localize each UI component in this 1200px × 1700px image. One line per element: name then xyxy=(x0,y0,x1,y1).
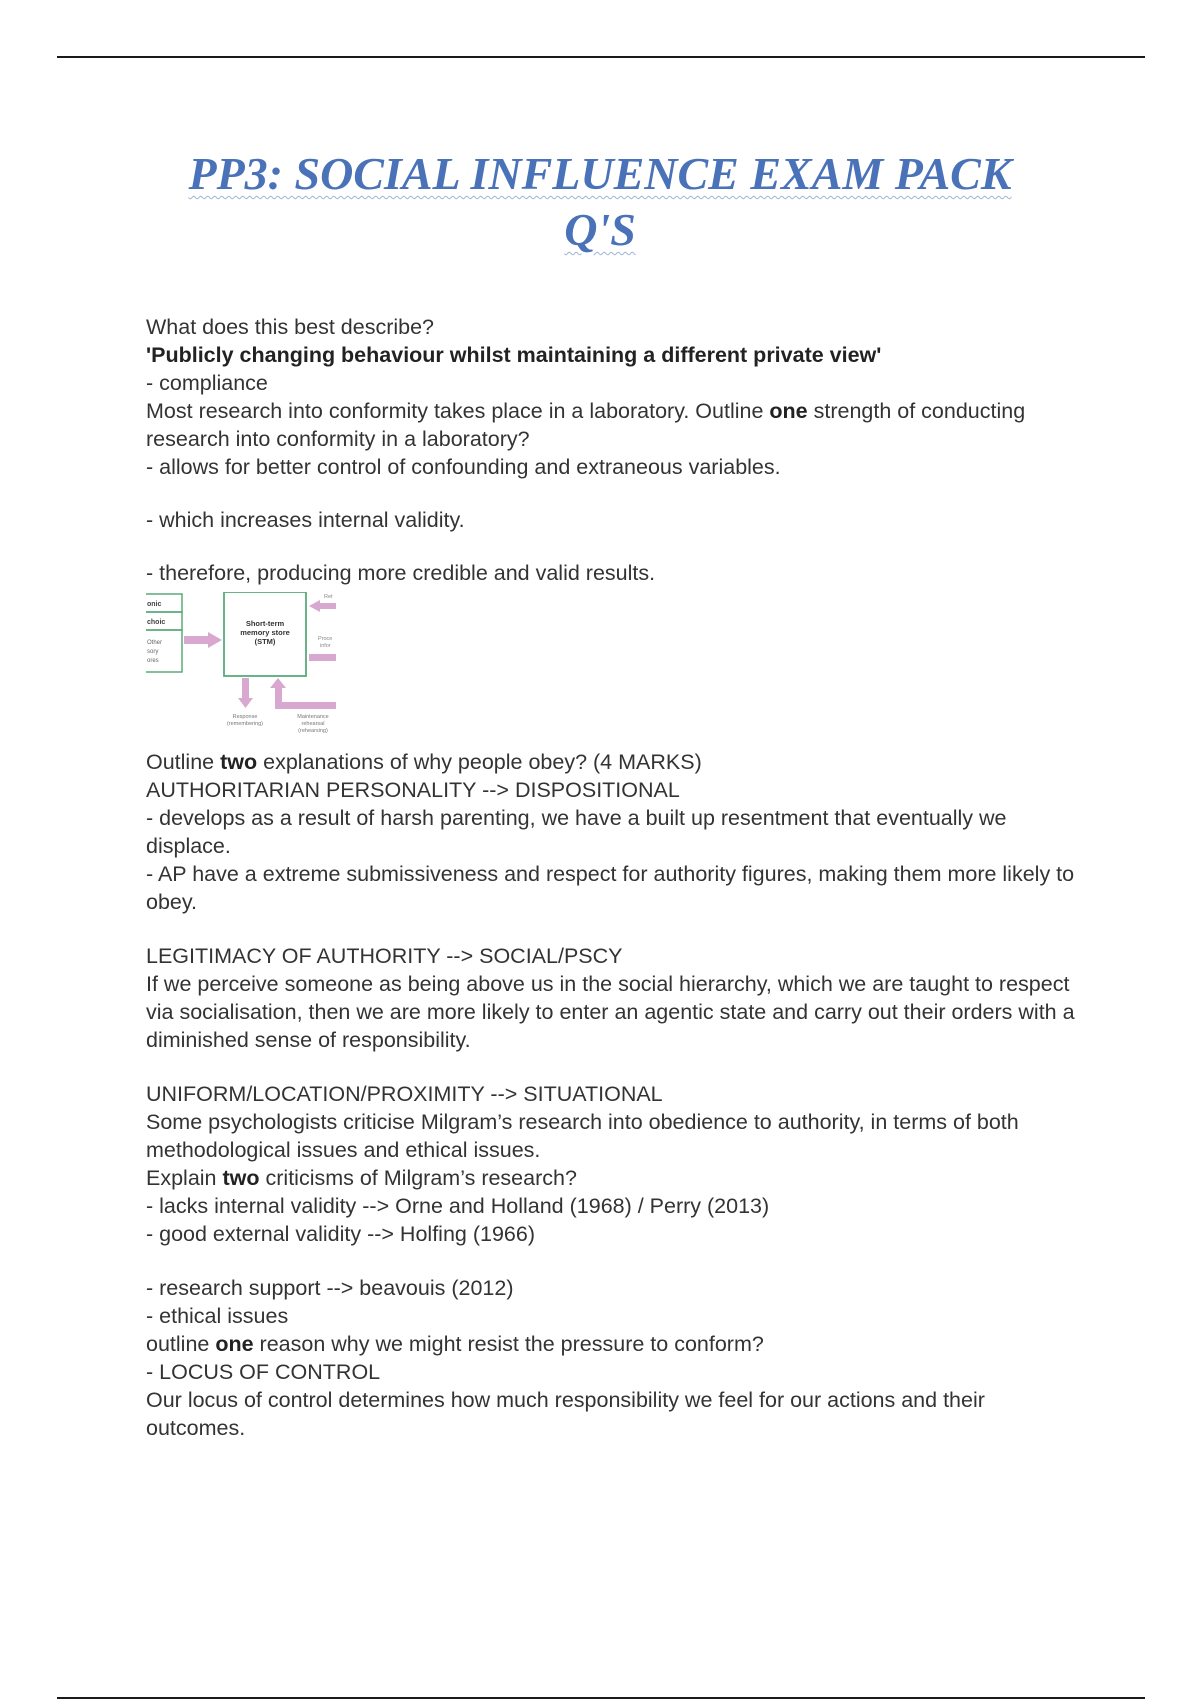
svg-text:Response: Response xyxy=(232,714,258,720)
q3-question: Outline two explanations of why people obey? (4 MARKS) xyxy=(146,750,702,774)
svg-text:Short-term: Short-term xyxy=(245,619,285,628)
q4-answer-2: - good external validity --> Holfing (1966) xyxy=(146,1222,535,1246)
q3-heading-authoritarian: AUTHORITARIAN PERSONALITY --> DISPOSITIONAL xyxy=(146,778,680,802)
q2-answer-2: - which increases internal validity. xyxy=(146,508,465,532)
arrow-response xyxy=(242,678,249,698)
arrow-retrieval xyxy=(309,600,336,612)
title-line-2: Q'S xyxy=(564,204,636,255)
svg-text:infor: infor xyxy=(320,643,331,649)
arrow-rehearsal xyxy=(270,678,286,688)
q3-point-3: If we perceive someone as being above us in the social hierarchy, which we are taught to respect via socialisation, then we are more likely to enter an agentic state and carry out their orders with a diminished sense of responsibility. xyxy=(146,972,1075,1052)
q4-answer-4: - ethical issues xyxy=(146,1304,289,1328)
document-body xyxy=(146,313,1086,1442)
svg-text:(STM): (STM) xyxy=(254,637,276,646)
q1-question: What does this best describe? xyxy=(146,315,435,339)
title-line-1: PP3: SOCIAL INFLUENCE EXAM PACK xyxy=(188,148,1012,199)
q3-point-2: - AP have a extreme submissiveness and respect for authority figures, making them more likely to obey. xyxy=(146,862,1075,914)
q5-answer-1: - LOCUS OF CONTROL xyxy=(146,1360,381,1384)
svg-text:sory: sory xyxy=(147,649,159,655)
svg-text:Maintenance: Maintenance xyxy=(297,714,329,720)
svg-text:memory store: memory store xyxy=(240,628,290,637)
svg-text:rehearsal: rehearsal xyxy=(301,721,325,727)
q3-heading-uniform: UNIFORM/LOCATION/PROXIMITY --> SITUATIONAL xyxy=(146,1082,663,1106)
header-rule xyxy=(57,56,1145,58)
svg-text:Ret: Ret xyxy=(324,594,333,600)
q1-quote: 'Publicly changing behaviour whilst maintaining a different private view' xyxy=(146,343,882,367)
svg-text:ores: ores xyxy=(147,658,159,664)
q2-question: Most research into conformity takes place in a laboratory. Outline one strength of conducting research into conformity in a laboratory? xyxy=(146,399,1026,451)
q2-answer-3: - therefore, producing more credible and valid results. xyxy=(146,561,656,585)
q3-point-1: - develops as a result of harsh parenting, we have a built up resentment that eventually we displace. xyxy=(146,806,1007,858)
q5-question: outline one reason why we might resist the pressure to conform? xyxy=(146,1332,764,1356)
svg-text:(remembering): (remembering) xyxy=(226,721,264,727)
q2-answer-1: - allows for better control of confounding and extraneous variables. xyxy=(146,455,781,479)
footer-rule xyxy=(57,1697,1145,1699)
q4-intro: Some psychologists criticise Milgram’s research into obedience to authority, in terms of both methodological issues and ethical issues. xyxy=(146,1110,1019,1162)
q3-heading-legitimacy: LEGITIMACY OF AUTHORITY --> SOCIAL/PSCY xyxy=(146,944,623,968)
svg-text:choic: choic xyxy=(147,619,166,626)
memory-model-diagram xyxy=(146,592,336,744)
q4-answer-1: - lacks internal validity --> Orne and Holland (1968) / Perry (2013) xyxy=(146,1194,770,1218)
page-title xyxy=(100,146,1100,258)
svg-text:Other: Other xyxy=(147,640,163,646)
q5-answer-2: Our locus of control determines how much responsibility we feel for our actions and their outcomes. xyxy=(146,1388,985,1440)
q4-question: Explain two criticisms of Milgram’s research? xyxy=(146,1166,577,1190)
arrow-to-stm xyxy=(184,636,208,644)
q4-answer-3: - research support --> beavouis (2012) xyxy=(146,1276,514,1300)
svg-text:Proce: Proce xyxy=(318,636,333,642)
svg-text:onic: onic xyxy=(147,601,162,608)
q1-answer: - compliance xyxy=(146,371,268,395)
svg-text:(rehearsing): (rehearsing) xyxy=(298,728,328,734)
